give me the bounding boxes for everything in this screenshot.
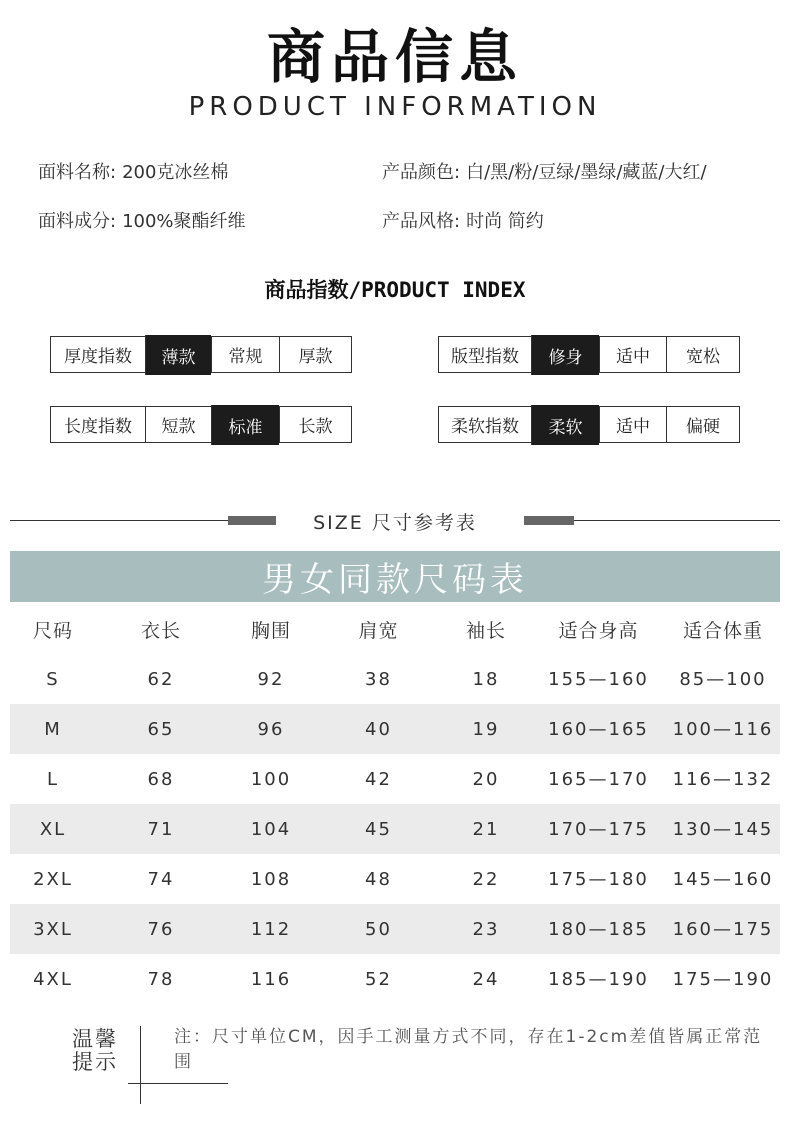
cell-height: 155—160 — [548, 668, 649, 690]
header-weight: 适合体重 — [682, 619, 763, 642]
length-option-standard[interactable]: 标准 — [211, 405, 279, 445]
header-length: 衣长 — [140, 619, 181, 642]
cell-height: 185—190 — [548, 968, 649, 990]
fit-index — [438, 336, 740, 373]
softness-index — [438, 406, 740, 443]
cell-size: 3XL — [33, 918, 73, 940]
product-color-label: 产品颜色: — [382, 162, 461, 183]
cell-sleeve: 18 — [472, 668, 500, 690]
size-section-label: SIZE 尺寸参考表 — [313, 512, 477, 534]
length-option-long[interactable]: 长款 — [279, 407, 351, 442]
cell-height: 160—165 — [548, 718, 649, 740]
cell-sleeve: 20 — [472, 768, 500, 790]
cell-length: 74 — [147, 868, 175, 890]
table-row — [10, 754, 780, 804]
fabric-name-value: 200克冰丝棉 — [122, 162, 229, 183]
fabric-composition — [38, 207, 246, 233]
cell-length: 71 — [147, 818, 175, 840]
fit-option-slim[interactable]: 修身 — [531, 335, 599, 375]
cell-chest: 108 — [250, 868, 292, 890]
cell-chest: 112 — [250, 918, 292, 940]
cell-sleeve: 23 — [472, 918, 500, 940]
fit-option-moderate[interactable]: 适中 — [599, 337, 666, 372]
size-table — [10, 604, 780, 1004]
cell-size: S — [46, 668, 60, 690]
table-row — [10, 704, 780, 754]
product-index-title — [0, 274, 790, 304]
thickness-option-regular[interactable]: 常规 — [211, 337, 279, 372]
thickness-index-label: 厚度指数 — [51, 337, 145, 372]
softness-index-label: 柔软指数 — [439, 407, 531, 442]
header-shoulder: 肩宽 — [358, 619, 399, 642]
product-color-value: 白/黑/粉/豆绿/墨绿/藏蓝/大红/ — [466, 162, 707, 183]
cell-size: M — [44, 718, 62, 740]
cell-size: 4XL — [33, 968, 73, 990]
header-sleeve: 袖长 — [465, 619, 506, 642]
fit-index-label: 版型指数 — [439, 337, 531, 372]
page-title: 商品信息 — [266, 23, 523, 91]
header-height: 适合身高 — [558, 619, 639, 642]
header-size: 尺码 — [32, 619, 73, 642]
cell-length: 65 — [147, 718, 175, 740]
cell-chest: 92 — [257, 668, 285, 690]
cell-weight: 130—145 — [672, 818, 774, 840]
cell-shoulder: 50 — [365, 918, 392, 940]
thickness-option-thick[interactable]: 厚款 — [279, 337, 351, 372]
page-subtitle: PRODUCT INFORMATION — [188, 92, 602, 122]
size-table-header — [10, 604, 780, 654]
softness-option-moderate[interactable]: 适中 — [599, 407, 666, 442]
size-divider-left — [10, 520, 228, 521]
tip-title-line2: 提示 — [72, 1050, 118, 1074]
product-style-value: 时尚 简约 — [466, 211, 544, 232]
cell-sleeve: 22 — [472, 868, 500, 890]
table-row — [10, 654, 780, 704]
product-style — [382, 207, 544, 233]
fabric-composition-label: 面料成分: — [38, 211, 117, 232]
thickness-option-thin[interactable]: 薄款 — [145, 335, 211, 375]
cell-height: 180—185 — [548, 918, 649, 940]
cell-shoulder: 40 — [365, 718, 392, 740]
tip-divider-horizontal — [128, 1083, 228, 1084]
cell-weight: 100—116 — [672, 718, 774, 740]
cell-size: XL — [39, 818, 67, 840]
index-title-en: /PRODUCT INDEX — [348, 278, 526, 302]
cell-shoulder: 52 — [365, 968, 392, 990]
cell-size: 2XL — [33, 868, 73, 890]
cell-shoulder: 38 — [365, 668, 392, 690]
cell-height: 170—175 — [548, 818, 649, 840]
length-index — [50, 406, 352, 443]
softness-option-stiff[interactable]: 偏硬 — [666, 407, 739, 442]
cell-chest: 100 — [250, 768, 292, 790]
length-index-label: 长度指数 — [51, 407, 145, 442]
cell-weight: 160—175 — [672, 918, 774, 940]
softness-option-soft[interactable]: 柔软 — [531, 405, 599, 445]
cell-sleeve: 19 — [472, 718, 500, 740]
table-row — [10, 904, 780, 954]
fabric-name — [38, 158, 228, 184]
table-row — [10, 854, 780, 904]
product-color — [382, 158, 707, 184]
size-divider-left-bar — [228, 516, 276, 525]
cell-height: 175—180 — [548, 868, 649, 890]
index-title-cn: 商品指数 — [264, 278, 349, 302]
cell-sleeve: 24 — [472, 968, 500, 990]
cell-chest: 96 — [257, 718, 285, 740]
cell-chest: 116 — [250, 968, 292, 990]
fit-option-loose[interactable]: 宽松 — [666, 337, 739, 372]
cell-shoulder: 48 — [365, 868, 392, 890]
cell-length: 68 — [147, 768, 175, 790]
cell-weight: 85—100 — [679, 668, 767, 690]
cell-weight: 116—132 — [672, 768, 774, 790]
size-divider-right-bar — [524, 516, 574, 525]
tip-divider-vertical — [140, 1026, 141, 1104]
table-row — [10, 804, 780, 854]
fabric-composition-value: 100%聚酯纤维 — [122, 211, 246, 232]
size-table-title: 男女同款尺码表 — [10, 551, 780, 602]
cell-length: 76 — [147, 918, 175, 940]
tip-title — [62, 1028, 128, 1074]
cell-size: L — [46, 768, 60, 790]
cell-chest: 104 — [250, 818, 292, 840]
thickness-index — [50, 336, 352, 373]
cell-length: 78 — [147, 968, 175, 990]
cell-shoulder: 45 — [365, 818, 392, 840]
tip-text: 注：尺寸单位CM，因手工测量方式不同，存在1-2cm差值皆属正常范围 — [174, 1027, 763, 1072]
size-divider-right — [574, 520, 780, 521]
cell-weight: 145—160 — [672, 868, 774, 890]
cell-height: 165—170 — [548, 768, 649, 790]
cell-weight: 175—190 — [672, 968, 774, 990]
length-option-short[interactable]: 短款 — [145, 407, 211, 442]
header-chest: 胸围 — [250, 619, 291, 642]
product-style-label: 产品风格: — [382, 211, 461, 232]
tip-title-line1: 温馨 — [72, 1027, 118, 1051]
table-row — [10, 954, 780, 1004]
fabric-name-label: 面料名称: — [38, 162, 117, 183]
cell-length: 62 — [147, 668, 175, 690]
cell-sleeve: 21 — [472, 818, 500, 840]
cell-shoulder: 42 — [365, 768, 392, 790]
